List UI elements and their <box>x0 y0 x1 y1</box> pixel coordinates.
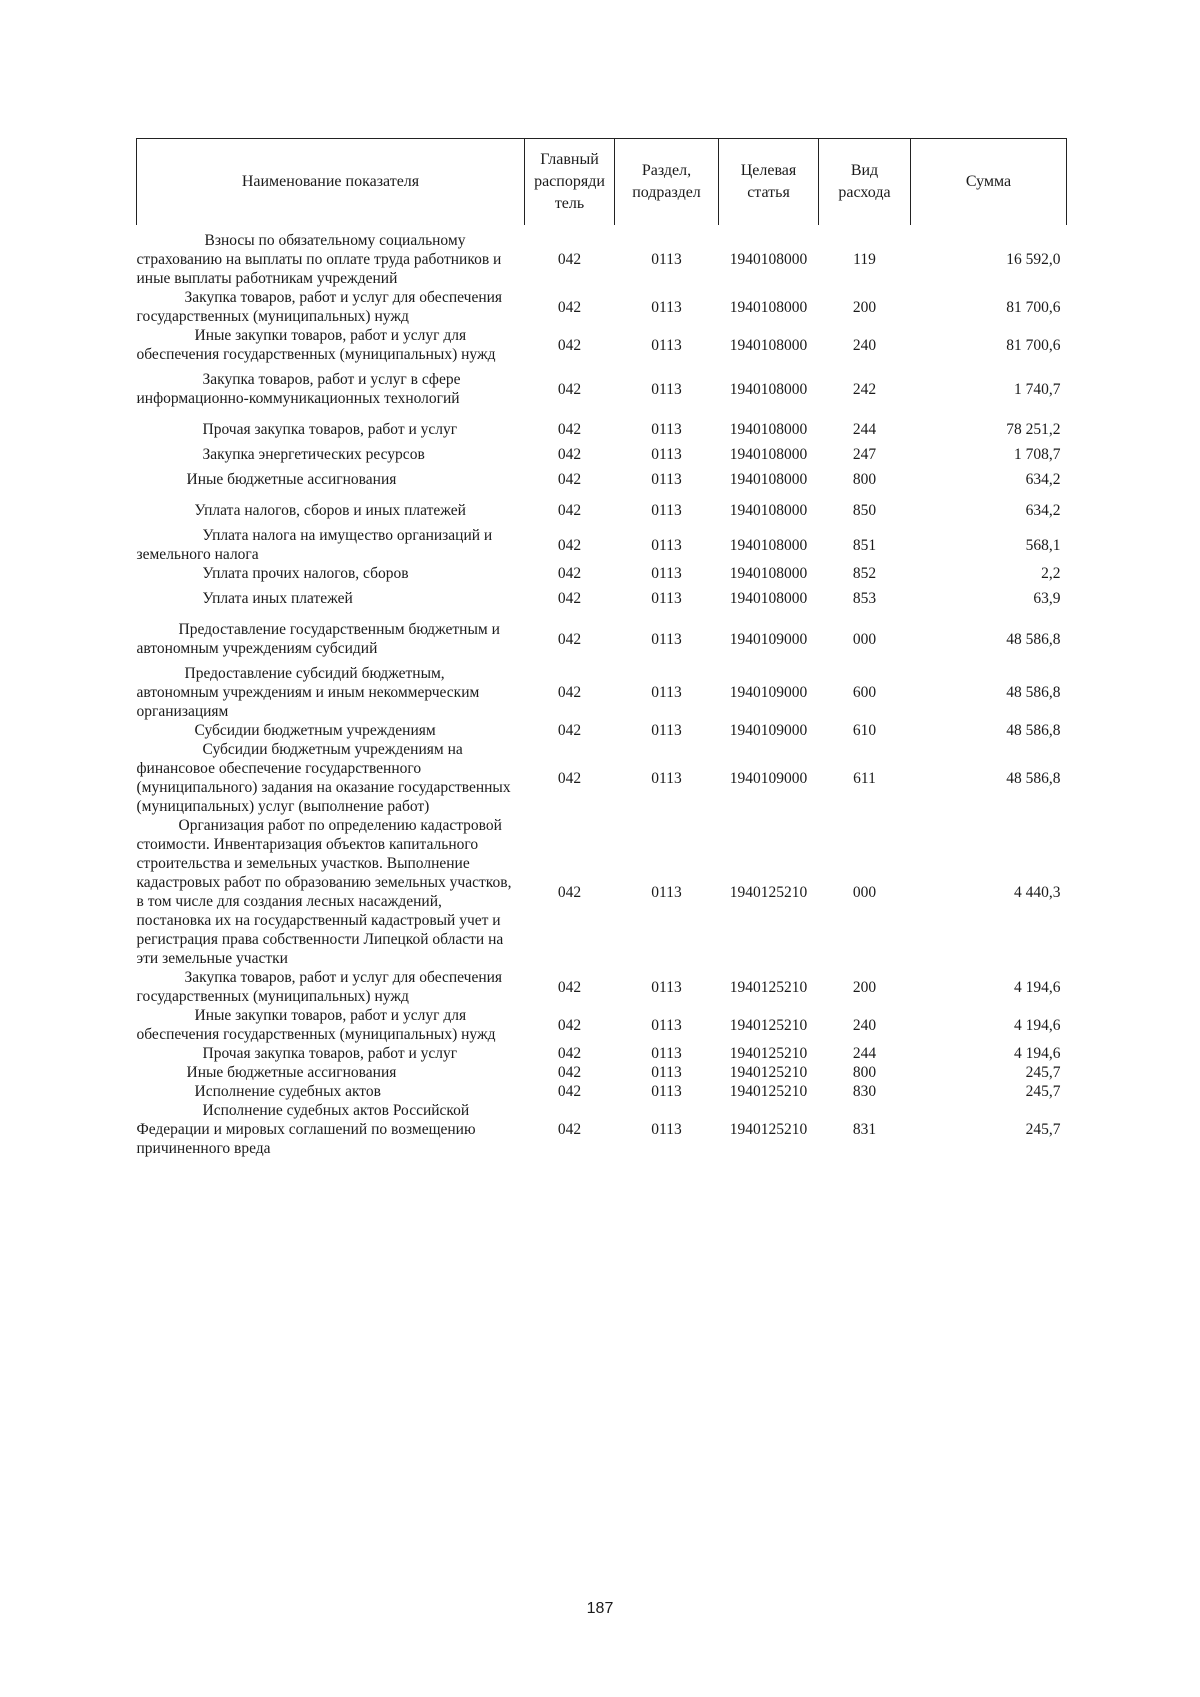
row-razdel: 0113 <box>651 336 682 354</box>
row-sum: 16 592,0 <box>1006 251 1061 268</box>
row-expense-type: 200 <box>852 298 877 316</box>
row-name-text: Исполнение судебных актов Российской Федерации и мировых соглашений по возмещению причиненного вреда <box>136 1102 476 1157</box>
row-expense-type: 852 <box>852 565 877 582</box>
row-razdel: 0113 <box>651 251 682 268</box>
row-sum: 81 700,6 <box>1006 298 1061 316</box>
table-row <box>137 740 1067 816</box>
row-expense-type: 240 <box>852 1016 877 1034</box>
row-expense-type: 000 <box>852 883 877 901</box>
table-row <box>137 288 1067 326</box>
row-name <box>137 1044 525 1063</box>
row-razdel: 0113 <box>651 630 682 648</box>
row-razdel: 0113 <box>651 380 682 398</box>
table-body <box>137 225 1067 1158</box>
row-grbs: 042 <box>557 630 582 648</box>
header-target-article: Целевая статья <box>719 139 819 226</box>
table-row <box>137 464 1067 495</box>
table-header <box>137 139 1067 226</box>
row-name <box>137 1006 525 1044</box>
table-row <box>137 968 1067 1006</box>
row-target-article: 1940109000 <box>729 630 808 648</box>
row-name-text: Иные закупки товаров, работ и услуг для обеспечения государственных (муниципальных) нужд <box>136 1007 496 1043</box>
row-grbs: 042 <box>557 536 582 554</box>
row-grbs: 042 <box>557 1083 582 1100</box>
row-sum: 63,9 <box>1033 590 1061 607</box>
row-razdel: 0113 <box>651 565 682 582</box>
row-name-text: Иные бюджетные ассигнования <box>186 471 397 488</box>
row-grbs: 042 <box>557 769 582 787</box>
table-row <box>137 495 1067 526</box>
row-expense-type: 119 <box>853 251 876 268</box>
row-name-text: Прочая закупка товаров, работ и услуг <box>202 1045 458 1062</box>
row-expense-type: 200 <box>852 978 877 996</box>
table-row <box>137 664 1067 721</box>
row-expense-type: 830 <box>852 1083 877 1100</box>
row-razdel: 0113 <box>651 722 682 739</box>
row-target-article: 1940108000 <box>729 502 808 519</box>
row-name <box>137 495 525 526</box>
row-name <box>137 526 525 564</box>
row-expense-type: 242 <box>852 380 877 398</box>
header-expense-type: Вид расхода <box>819 139 911 226</box>
row-sum: 4 194,6 <box>1014 1016 1061 1034</box>
header-razdel: Раздел, подраздел <box>615 139 719 226</box>
row-name-text: Закупка товаров, работ и услуг для обеспечения государственных (муниципальных) нужд <box>136 289 503 325</box>
row-target-article: 1940108000 <box>729 380 808 398</box>
row-name-text: Уплата прочих налогов, сборов <box>202 565 409 582</box>
table-row <box>137 414 1067 445</box>
table-row <box>137 721 1067 740</box>
row-expense-type: 851 <box>852 536 877 554</box>
row-target-article: 1940108000 <box>729 536 808 554</box>
row-expense-type: 611 <box>853 769 876 787</box>
table-row <box>137 1063 1067 1082</box>
row-sum: 4 440,3 <box>1014 883 1061 901</box>
table-row <box>137 564 1067 583</box>
row-name-text: Закупка энергетических ресурсов <box>202 446 425 463</box>
row-sum: 2,2 <box>1041 565 1061 582</box>
row-target-article: 1940108000 <box>729 336 808 354</box>
row-razdel: 0113 <box>651 1045 682 1062</box>
budget-table <box>136 138 1067 1158</box>
row-grbs: 042 <box>557 1016 582 1034</box>
row-name-text: Уплата иных платежей <box>202 590 353 607</box>
row-sum: 245,7 <box>1025 1083 1061 1100</box>
row-target-article: 1940125210 <box>729 1064 808 1081</box>
row-name <box>137 614 525 664</box>
row-sum: 81 700,6 <box>1006 336 1061 354</box>
row-name <box>137 1063 525 1082</box>
row-razdel: 0113 <box>651 1064 682 1081</box>
row-sum: 4 194,6 <box>1014 978 1061 996</box>
table-row <box>137 816 1067 968</box>
row-sum: 48 586,8 <box>1006 684 1061 701</box>
row-sum: 1 708,7 <box>1014 446 1061 463</box>
table-row <box>137 583 1067 614</box>
table-row <box>137 1101 1067 1158</box>
row-razdel: 0113 <box>651 590 682 607</box>
row-name <box>137 1101 525 1158</box>
row-target-article: 1940108000 <box>729 471 808 488</box>
table-row <box>137 1044 1067 1063</box>
row-grbs: 042 <box>557 1064 582 1081</box>
row-sum: 245,7 <box>1025 1064 1061 1081</box>
row-sum: 48 586,8 <box>1006 630 1061 648</box>
row-name <box>137 1082 525 1101</box>
row-target-article: 1940125210 <box>729 1083 808 1100</box>
row-sum: 48 586,8 <box>1006 722 1061 739</box>
row-target-article: 1940125210 <box>729 1121 808 1138</box>
row-target-article: 1940125210 <box>729 1016 808 1034</box>
row-expense-type: 853 <box>852 590 877 607</box>
row-name-text: Исполнение судебных актов <box>194 1083 381 1100</box>
row-sum: 634,2 <box>1025 502 1061 519</box>
row-razdel: 0113 <box>651 684 682 701</box>
table-row <box>137 614 1067 664</box>
row-name <box>137 288 525 326</box>
row-razdel: 0113 <box>651 1121 682 1138</box>
row-target-article: 1940108000 <box>729 590 808 607</box>
row-target-article: 1940109000 <box>729 769 808 787</box>
table-row <box>137 326 1067 364</box>
row-name-text: Взносы по обязательному социальному страхованию на выплаты по оплате труда работников и иные выплаты работникам учреждений <box>136 232 502 287</box>
row-razdel: 0113 <box>651 1083 682 1100</box>
row-name <box>137 414 525 445</box>
row-razdel: 0113 <box>651 536 682 554</box>
row-expense-type: 610 <box>852 722 877 739</box>
row-razdel: 0113 <box>651 446 682 463</box>
row-grbs: 042 <box>557 684 582 701</box>
table-row <box>137 225 1067 288</box>
row-name <box>137 225 525 288</box>
row-grbs: 042 <box>557 1121 582 1138</box>
row-grbs: 042 <box>557 251 582 268</box>
row-grbs: 042 <box>557 336 582 354</box>
table-row <box>137 526 1067 564</box>
row-name-text: Уплата налога на имущество организаций и земельного налога <box>136 527 493 563</box>
row-sum: 634,2 <box>1025 471 1061 488</box>
row-name-text: Предоставление субсидий бюджетным, автономным учреждениям и иным некоммерческим организациям <box>136 665 480 720</box>
row-razdel: 0113 <box>651 421 682 438</box>
row-target-article: 1940108000 <box>729 251 808 268</box>
row-grbs: 042 <box>557 421 582 438</box>
row-name-text: Закупка товаров, работ и услуг в сфере информационно-коммуникационных технологий <box>136 371 461 407</box>
row-grbs: 042 <box>557 590 582 607</box>
row-target-article: 1940125210 <box>729 978 808 996</box>
row-razdel: 0113 <box>651 769 682 787</box>
row-expense-type: 244 <box>852 1045 877 1062</box>
row-target-article: 1940108000 <box>729 421 808 438</box>
row-grbs: 042 <box>557 883 582 901</box>
row-expense-type: 831 <box>852 1121 877 1138</box>
row-razdel: 0113 <box>651 502 682 519</box>
row-expense-type: 850 <box>852 502 877 519</box>
row-target-article: 1940109000 <box>729 684 808 701</box>
row-grbs: 042 <box>557 446 582 463</box>
row-name <box>137 564 525 583</box>
row-grbs: 042 <box>557 565 582 582</box>
row-name <box>137 583 525 614</box>
row-grbs: 042 <box>557 471 582 488</box>
row-grbs: 042 <box>557 722 582 739</box>
row-grbs: 042 <box>557 1045 582 1062</box>
row-name <box>137 721 525 740</box>
row-razdel: 0113 <box>651 1016 682 1034</box>
row-name-text: Предоставление государственным бюджетным и автономным учреждениям субсидий <box>136 621 500 657</box>
row-name-text: Организация работ по определению кадастровой стоимости. Инвентаризация объектов капитального строительства и земельных участков. Выполнение кадастровых работ по образованию земельных участков, в том числе для создания лесных насаждений, постановка их на государственный кадастровый учет и регистрация права собственности Липецкой области на эти земельные участки <box>136 817 512 967</box>
row-target-article: 1940108000 <box>729 298 808 316</box>
row-sum: 48 586,8 <box>1006 769 1061 787</box>
row-expense-type: 600 <box>852 684 877 701</box>
row-sum: 78 251,2 <box>1006 421 1061 438</box>
row-expense-type: 000 <box>852 630 877 648</box>
row-name-text: Закупка товаров, работ и услуг для обеспечения государственных (муниципальных) нужд <box>136 969 503 1005</box>
row-grbs: 042 <box>557 298 582 316</box>
row-grbs: 042 <box>557 978 582 996</box>
row-sum: 4 194,6 <box>1014 1045 1061 1062</box>
row-expense-type: 800 <box>852 1064 877 1081</box>
row-sum: 245,7 <box>1025 1121 1061 1138</box>
row-target-article: 1940125210 <box>729 883 808 901</box>
row-name <box>137 445 525 464</box>
row-name <box>137 664 525 721</box>
table-row <box>137 364 1067 414</box>
row-name <box>137 968 525 1006</box>
table-row <box>137 445 1067 464</box>
row-target-article: 1940108000 <box>729 565 808 582</box>
row-name-text: Уплата налогов, сборов и иных платежей <box>194 502 466 519</box>
row-name-text: Иные бюджетные ассигнования <box>186 1064 397 1081</box>
row-razdel: 0113 <box>651 298 682 316</box>
row-name <box>137 326 525 364</box>
row-name <box>137 364 525 414</box>
row-target-article: 1940109000 <box>729 722 808 739</box>
row-razdel: 0113 <box>651 978 682 996</box>
row-expense-type: 247 <box>852 446 877 463</box>
row-target-article: 1940108000 <box>729 446 808 463</box>
row-grbs: 042 <box>557 380 582 398</box>
row-name-text: Прочая закупка товаров, работ и услуг <box>202 421 458 438</box>
row-name-text: Субсидии бюджетным учреждениям на финансовое обеспечение государственного (муниципального) задания на оказание государственных (муниципальных) услуг (выполнение работ) <box>136 741 511 815</box>
row-target-article: 1940125210 <box>729 1045 808 1062</box>
row-expense-type: 240 <box>852 336 877 354</box>
header-sum: Сумма <box>911 139 1067 226</box>
table-row <box>137 1082 1067 1101</box>
row-name-text: Иные закупки товаров, работ и услуг для обеспечения государственных (муниципальных) нужд <box>136 327 496 363</box>
row-expense-type: 244 <box>852 421 877 438</box>
row-expense-type: 800 <box>852 471 877 488</box>
row-name-text: Субсидии бюджетным учреждениям <box>194 722 436 739</box>
row-name <box>137 816 525 968</box>
header-grbs: Главный распоряди тель <box>525 139 615 226</box>
row-razdel: 0113 <box>651 471 682 488</box>
row-grbs: 042 <box>557 502 582 519</box>
row-name <box>137 740 525 816</box>
row-sum: 568,1 <box>1025 536 1061 554</box>
row-sum: 1 740,7 <box>1014 380 1061 398</box>
table-row <box>137 1006 1067 1044</box>
row-razdel: 0113 <box>651 883 682 901</box>
row-name <box>137 464 525 495</box>
header-name: Наименование показателя <box>137 139 525 226</box>
page-number: 187 <box>586 1600 614 1617</box>
